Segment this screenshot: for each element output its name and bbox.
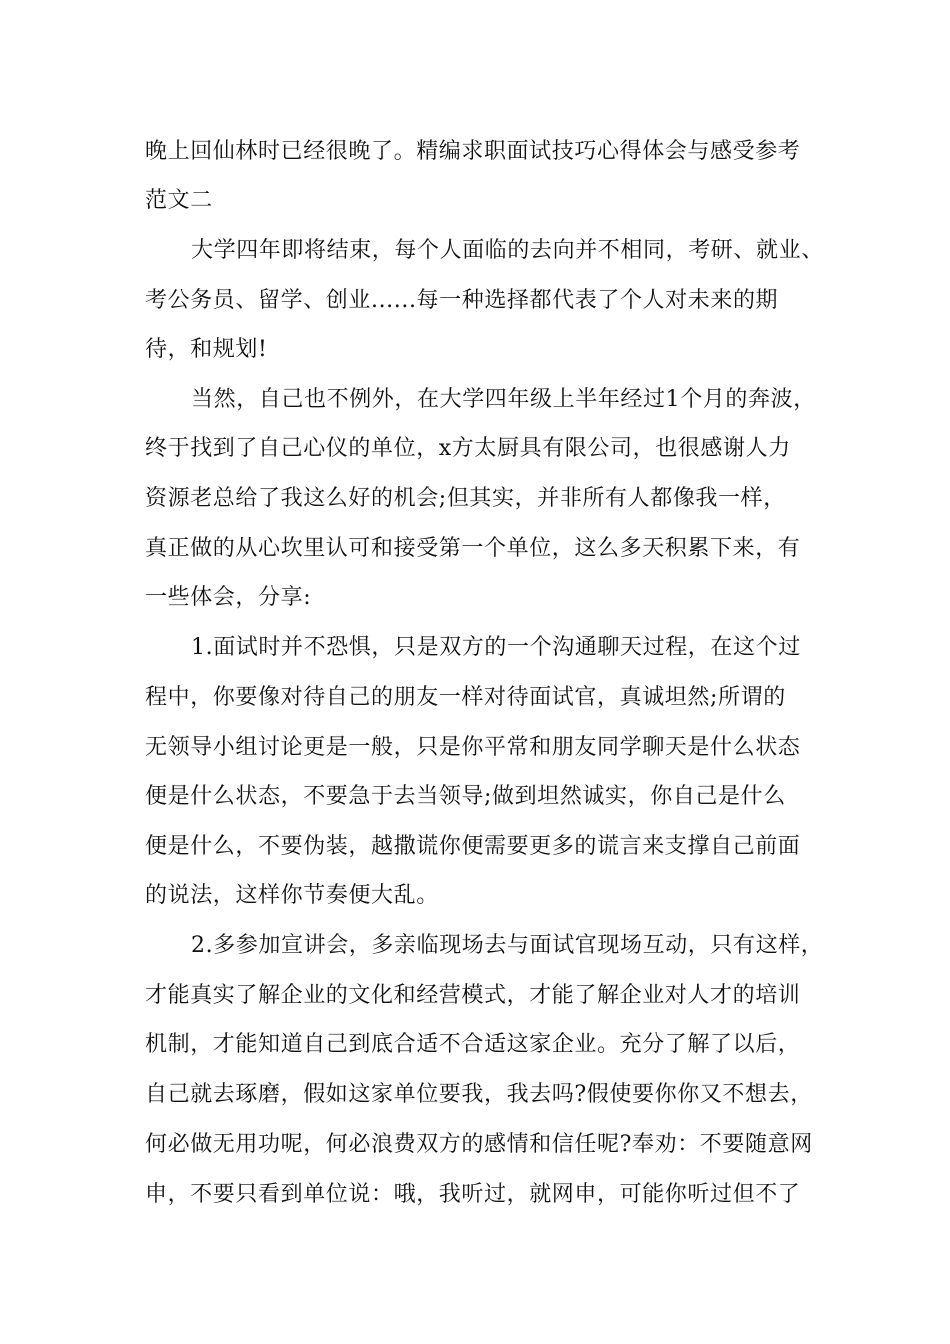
text-line: 便是什么，不要伪装，越撒谎你便需要更多的谎言来支撑自己前面 xyxy=(145,834,801,859)
text-line: 何必做无用功呢，何必浪费双方的感情和信任呢?奉劝：不要随意网 xyxy=(145,1132,813,1157)
text-line: 待，和规划! xyxy=(145,337,268,362)
text-line: 程中，你要像对待自己的朋友一样对待面试官，真诚坦然;所谓的 xyxy=(145,685,786,710)
text-line: 1.面试时并不恐惧，只是双方的一个沟通聊天过程，在这个过 xyxy=(191,635,801,660)
text-line: 资源老总给了我这么好的机会;但其实，并非所有人都像我一样， xyxy=(145,486,786,511)
text-line: 才能真实了解企业的文化和经营模式，才能了解企业对人才的培训 xyxy=(145,983,801,1008)
text-line: 范文二 xyxy=(145,188,213,213)
text-line: 申，不要只看到单位说：哦，我听过，就网申，可能你听过但不了 xyxy=(145,1182,801,1207)
text-line: 大学四年即将结束，每个人面临的去向并不相同，考研、就业、 xyxy=(191,238,824,263)
text-line: 晚上回仙林时已经很晚了。精编求职面试技巧心得体会与感受参考 xyxy=(145,139,801,164)
text-line: 自己就去琢磨，假如这家单位要我，我去吗?假使要你你又不想去， xyxy=(145,1082,813,1107)
text-line: 的说法，这样你节奏便大乱。 xyxy=(145,883,439,908)
text-line: 考公务员、留学、创业......每一种选择都代表了个人对未来的期 xyxy=(145,288,779,313)
text-line: 真正做的从心坎里认可和接受第一个单位，这么多天积累下来，有 xyxy=(145,536,801,561)
text-line: 当然，自己也不例外，在大学四年级上半年经过1个月的奔波， xyxy=(191,387,816,412)
text-line: 终于找到了自己心仪的单位，x方太厨具有限公司，也很感谢人力 xyxy=(145,436,791,461)
text-line: 2.多参加宣讲会，多亲临现场去与面试官现场互动，只有这样， xyxy=(191,933,824,958)
text-line: 无领导小组讨论更是一般，只是你平常和朋友同学聊天是什么状态 xyxy=(145,735,801,760)
text-line: 一些体会，分享: xyxy=(145,585,312,610)
text-line: 便是什么状态，不要急于去当领导;做到坦然诚实，你自己是什么 xyxy=(145,784,786,809)
text-line: 机制，才能知道自己到底合适不合适这家企业。充分了解了以后， xyxy=(145,1032,801,1057)
